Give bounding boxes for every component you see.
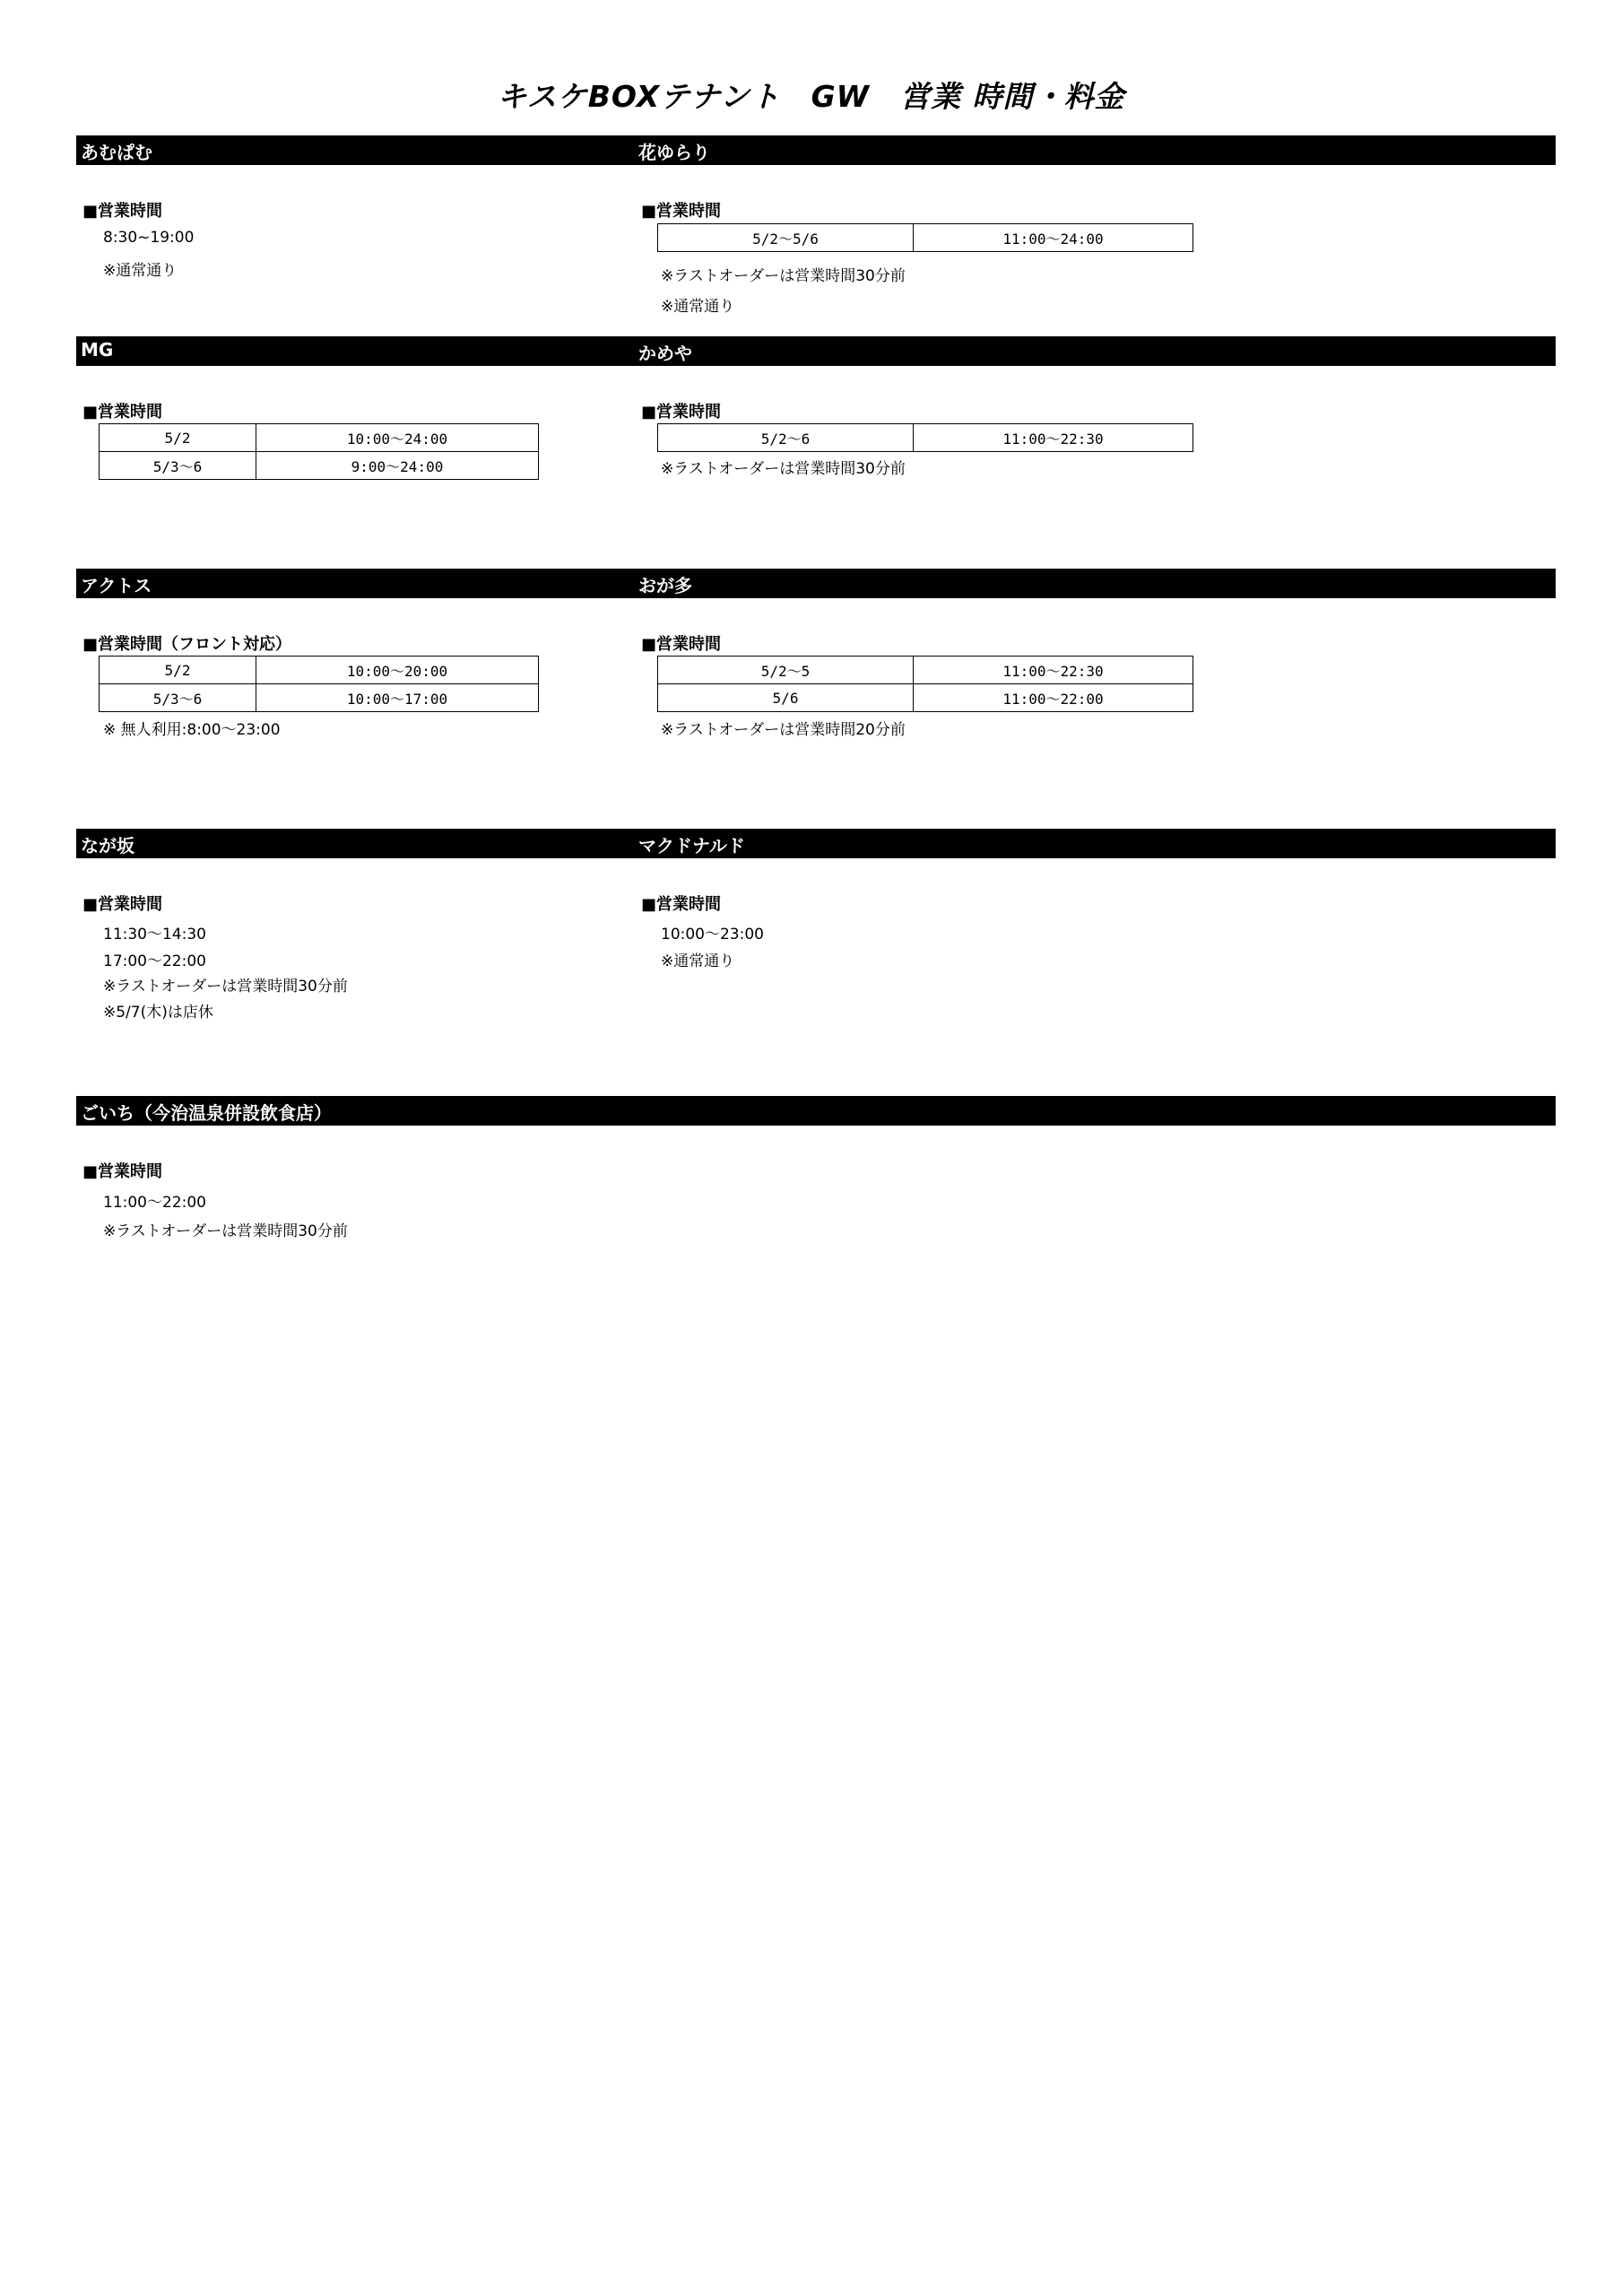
shop-name-hanayurari: 花ゆらり: [638, 142, 710, 163]
time-cell: 9:00〜24:00: [256, 452, 539, 480]
section-bar-row2: [76, 336, 1556, 366]
shop-name-ogata: おが多: [638, 575, 692, 596]
hours-table-acts: [99, 656, 539, 712]
hours-label-mcdonalds: ■営業時間: [641, 895, 722, 914]
hours-label-hanayurari: ■営業時間: [641, 202, 722, 221]
shop-name-amupamu: あむぱむ: [81, 142, 152, 163]
time-cell: 10:00〜20:00: [256, 657, 539, 684]
time-cell: 10:00〜24:00: [256, 424, 539, 452]
date-cell: 5/6: [658, 684, 914, 712]
date-cell: 5/2〜6: [658, 424, 914, 452]
section-bar-row1: [76, 135, 1556, 165]
hours-label-acts: ■営業時間（フロント対応）: [82, 635, 292, 654]
table-row: [100, 657, 539, 684]
note-amupamu-1: ※通常通り: [103, 262, 178, 280]
table-row: [100, 684, 539, 712]
note-mcdonalds-1: ※通常通り: [661, 952, 735, 970]
date-cell: 5/3〜6: [100, 684, 256, 712]
hours-label-amupamu: ■営業時間: [82, 202, 163, 221]
hours-label-ogata: ■営業時間: [641, 635, 722, 654]
table-row: [100, 452, 539, 480]
date-cell: 5/3〜6: [100, 452, 256, 480]
time-cell: 11:00〜24:00: [914, 224, 1193, 252]
note-ogata-1: ※ラストオーダーは営業時間20分前: [661, 721, 906, 739]
shop-name-goichi: ごいち（今治温泉併設飲食店）: [81, 1102, 332, 1124]
hours-line-nagasaka-1: 11:30〜14:30: [103, 926, 206, 944]
note-goichi-1: ※ラストオーダーは営業時間30分前: [103, 1222, 348, 1240]
note-acts-1: ※ 無人利用:8:00〜23:00: [103, 721, 281, 739]
date-cell: 5/2〜5: [658, 657, 914, 684]
time-cell: 11:00〜22:30: [914, 657, 1193, 684]
hours-line-mcdonalds-1: 10:00〜23:00: [661, 926, 764, 944]
hours-line-goichi-1: 11:00〜22:00: [103, 1194, 206, 1212]
note-kameya-1: ※ラストオーダーは営業時間30分前: [661, 460, 906, 478]
hours-table-hanayurari: [657, 223, 1193, 252]
hours-label-kameya: ■営業時間: [641, 403, 722, 422]
hours-table-ogata: [657, 656, 1193, 712]
hours-table-kameya: [657, 423, 1193, 452]
note-hanayurari-1: ※ラストオーダーは営業時間30分前: [661, 267, 906, 285]
note-nagasaka-2: ※5/7(木)は店休: [103, 1004, 213, 1022]
table-row: [658, 424, 1193, 452]
page-title: キスケBOXテナント GW 営業 時間・料金: [497, 79, 1125, 114]
shop-name-mcdonalds: マクドナルド: [638, 835, 745, 857]
time-cell: 10:00〜17:00: [256, 684, 539, 712]
table-row: [658, 684, 1193, 712]
hours-line-nagasaka-2: 17:00〜22:00: [103, 952, 206, 970]
date-cell: 5/2: [100, 657, 256, 684]
section-bar-row3: [76, 569, 1556, 598]
note-hanayurari-2: ※通常通り: [661, 298, 735, 316]
shop-name-mg: MG: [81, 339, 114, 361]
section-bar-row4: [76, 829, 1556, 858]
hours-label-goichi: ■営業時間: [82, 1162, 163, 1181]
note-nagasaka-1: ※ラストオーダーは営業時間30分前: [103, 978, 348, 996]
shop-name-kameya: かめや: [638, 343, 692, 364]
hours-table-mg: [99, 423, 539, 480]
time-cell: 11:00〜22:00: [914, 684, 1193, 712]
section-bar-row5: [76, 1096, 1556, 1126]
hours-label-nagasaka: ■営業時間: [82, 895, 163, 914]
hours-label-mg: ■営業時間: [82, 403, 163, 422]
shop-name-acts: アクトス: [81, 575, 152, 596]
table-row: [658, 224, 1193, 252]
shop-name-nagasaka: なが坂: [81, 835, 134, 857]
date-cell: 5/2: [100, 424, 256, 452]
table-row: [658, 657, 1193, 684]
time-cell: 11:00〜22:30: [914, 424, 1193, 452]
table-row: [100, 424, 539, 452]
hours-line-amupamu-1: 8:30~19:00: [103, 229, 195, 247]
date-cell: 5/2〜5/6: [658, 224, 914, 252]
